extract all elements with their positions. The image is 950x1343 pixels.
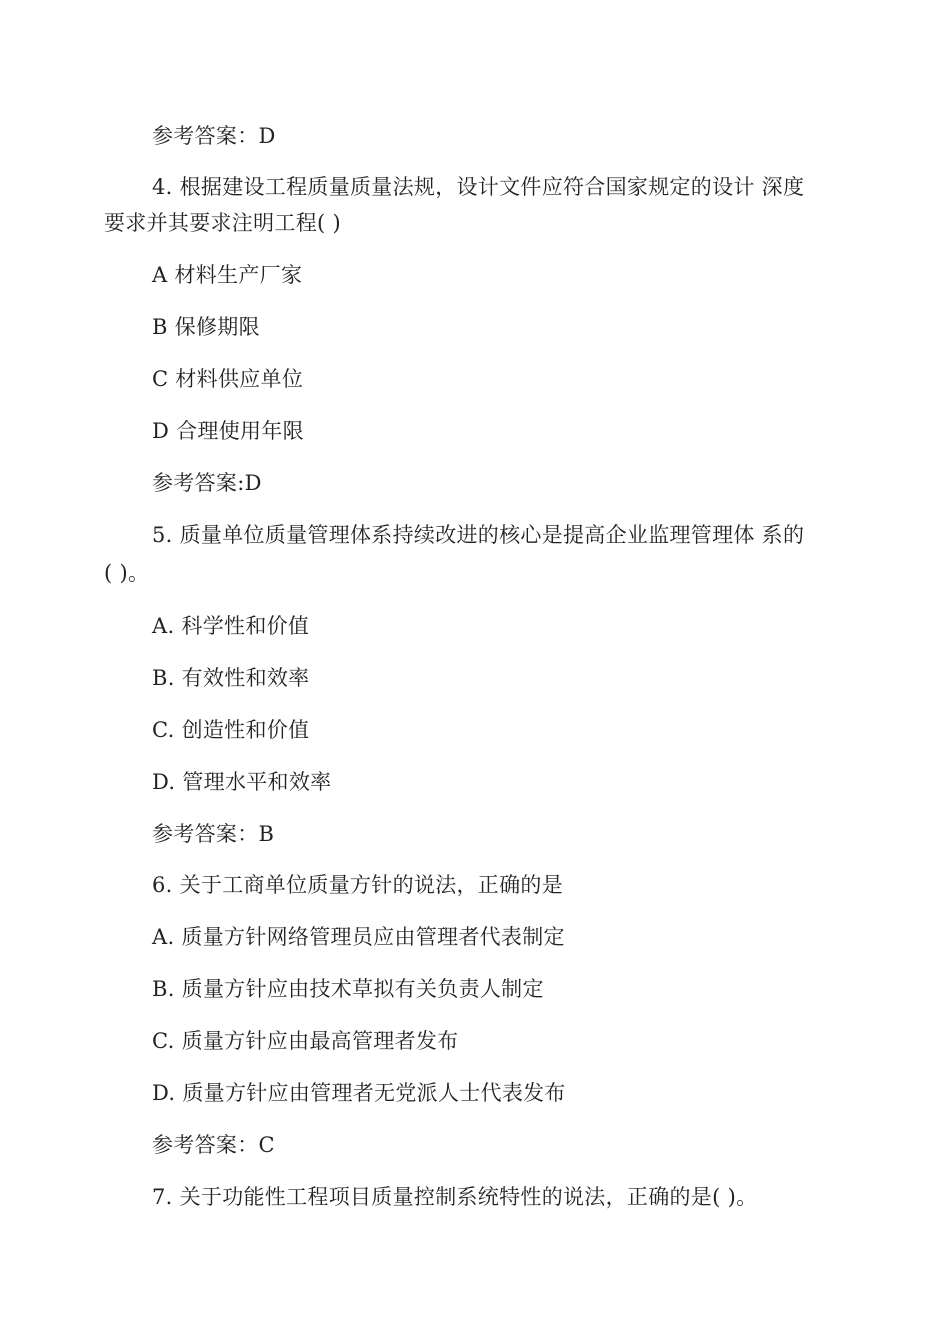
q5-option-c: C. 创造性和价值 (152, 718, 310, 742)
q5-option-a: A. 科学性和价值 (152, 614, 310, 638)
q6-option-a: A. 质量方针网络管理员应由管理者代表制定 (152, 925, 565, 949)
q6-option-d: D. 质量方针应由管理者无党派人士代表发布 (152, 1081, 566, 1105)
answer-q6: 参考答案：C (152, 1133, 275, 1157)
answer-q3: 参考答案：D (152, 124, 276, 148)
question-5-line-2: ( )。 (104, 561, 150, 585)
question-7: 7. 关于功能性工程项目质量控制系统特性的说法，正确的是( )。 (152, 1185, 758, 1209)
q4-option-c: C 材料供应单位 (152, 367, 304, 391)
q4-option-b: B 保修期限 (152, 315, 260, 339)
question-4-line-1: 4. 根据建设工程质量质量法规，设计文件应符合国家规定的设计 深度 (152, 175, 805, 199)
q4-option-a: A 材料生产厂家 (152, 263, 303, 287)
q4-option-d: D 合理使用年限 (152, 419, 304, 443)
q6-option-b: B. 质量方针应由技术草拟有关负责人制定 (152, 977, 544, 1001)
q5-option-d: D. 管理水平和效率 (152, 770, 332, 794)
answer-q5: 参考答案：B (152, 822, 275, 846)
q5-option-b: B. 有效性和效率 (152, 666, 310, 690)
question-5-line-1: 5. 质量单位质量管理体系持续改进的核心是提高企业监理管理体 系的 (152, 523, 805, 547)
question-6: 6. 关于工商单位质量方针的说法，正确的是 (152, 873, 564, 897)
question-4-line-2: 要求并其要求注明工程( ) (104, 211, 341, 235)
answer-q4: 参考答案:D (152, 471, 262, 495)
q6-option-c: C. 质量方针应由最高管理者发布 (152, 1029, 459, 1053)
